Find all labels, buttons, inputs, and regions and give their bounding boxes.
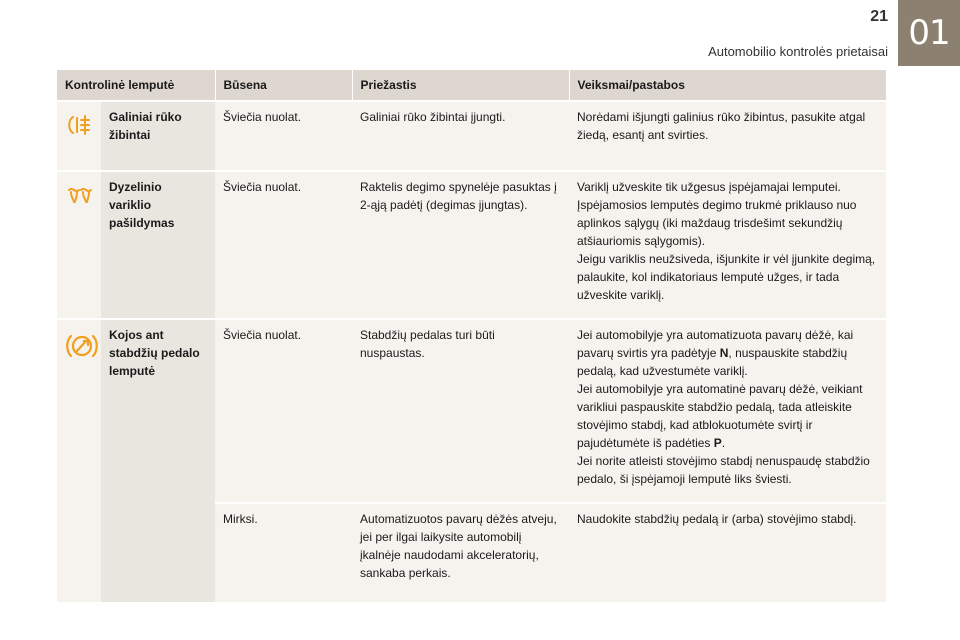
glow-plug-icon [65, 184, 93, 206]
header-actions: Veiksmai/pastabos [569, 70, 886, 101]
lamp-action: Norėdami išjungti galinius rūko žibintus, pasukite atgal žiedą, esantį ant svirties. [569, 101, 886, 171]
section-title: Automobilio kontrolės prietaisai [708, 44, 888, 59]
lamp-cause: Raktelis degimo spynelėje pasuktas į 2-ąją padėtį (degimas įjungtas). [352, 171, 569, 319]
lamp-cause: Galiniai rūko žibintai įjungti. [352, 101, 569, 171]
action-text: , nuspauskite stabdžių pedalą, kad užvestumėte variklį. [577, 346, 848, 378]
rear-fog-lamp-icon [65, 114, 93, 136]
icon-cell [57, 101, 101, 171]
lamp-cause: Automatizuotos pavarų dėžės atveju, jei per ilgai laikysite automobilį įkalnėje naudodami akceleratorių, sankaba perkais. [352, 503, 569, 602]
table-row [57, 171, 886, 319]
icon-cell [57, 319, 101, 602]
table-row [57, 101, 886, 171]
lamp-state: Šviečia nuolat. [215, 319, 352, 503]
lamp-action [569, 319, 886, 503]
action-text: Jei automobilyje yra automatinė pavarų dėžė, veikiant varikliui paspauskite stabdžio pedalą, tada atleiskite stovėjimo stabdį, kad atblokuotumėte svirtį ir pajudėtumėte iš padėties [577, 382, 863, 450]
header-lamp: Kontrolinė lemputė [57, 70, 215, 101]
action-paragraph [577, 380, 878, 452]
header-cause: Priežastis [352, 70, 569, 101]
warning-lamps-table [57, 70, 887, 602]
action-text: . [721, 436, 726, 450]
gear-position-n: N [719, 346, 729, 360]
action-text: Jei automobilyje yra automatizuota pavarų dėžė, kai pavarų svirtis yra padėtyje [577, 328, 854, 360]
icon-cell [57, 171, 101, 319]
lamp-action: Naudokite stabdžių pedalą ir (arba) stovėjimo stabdį. [569, 503, 886, 602]
lamp-state: Mirksi. [215, 503, 352, 602]
action-paragraph [577, 326, 878, 380]
table-header-row [57, 70, 886, 101]
gear-position-p: P [713, 436, 722, 450]
lamp-name: Kojos ant stabdžių pedalo lemputė [101, 319, 215, 602]
page-number: 21 [870, 8, 888, 25]
brake-pedal-icon [65, 332, 93, 360]
lamp-name: Dyzelinio variklio pašildymas [101, 171, 215, 319]
lamp-action: Variklį užveskite tik užgesus įspėjamajai lemputei. Įspėjamosios lemputės degimo trukmė priklauso nuo aplinkos sąlygų (iki maždaug trisdešimt sekundžių atšiauriomis sąlygomis). Jeigu variklis neužsiveda, išjunkite ir vėl įjunkite degimą, palaukite, kol indikatoriaus lemputė užges, ir tada užveskite variklį. [569, 171, 886, 319]
lamp-cause: Stabdžių pedalas turi būti nuspaustas. [352, 319, 569, 503]
action-paragraph: Jei norite atleisti stovėjimo stabdį nenuspaudę stabdžio pedalo, ši įspėjamoji lemputė liks šviesti. [577, 454, 870, 486]
chapter-tab [898, 0, 960, 66]
lamp-state: Šviečia nuolat. [215, 171, 352, 319]
lamp-state: Šviečia nuolat. [215, 101, 352, 171]
lamp-name: Galiniai rūko žibintai [101, 101, 215, 171]
table-row [57, 319, 886, 503]
chapter-number: 01 [908, 13, 950, 53]
header-state: Būsena [215, 70, 352, 101]
